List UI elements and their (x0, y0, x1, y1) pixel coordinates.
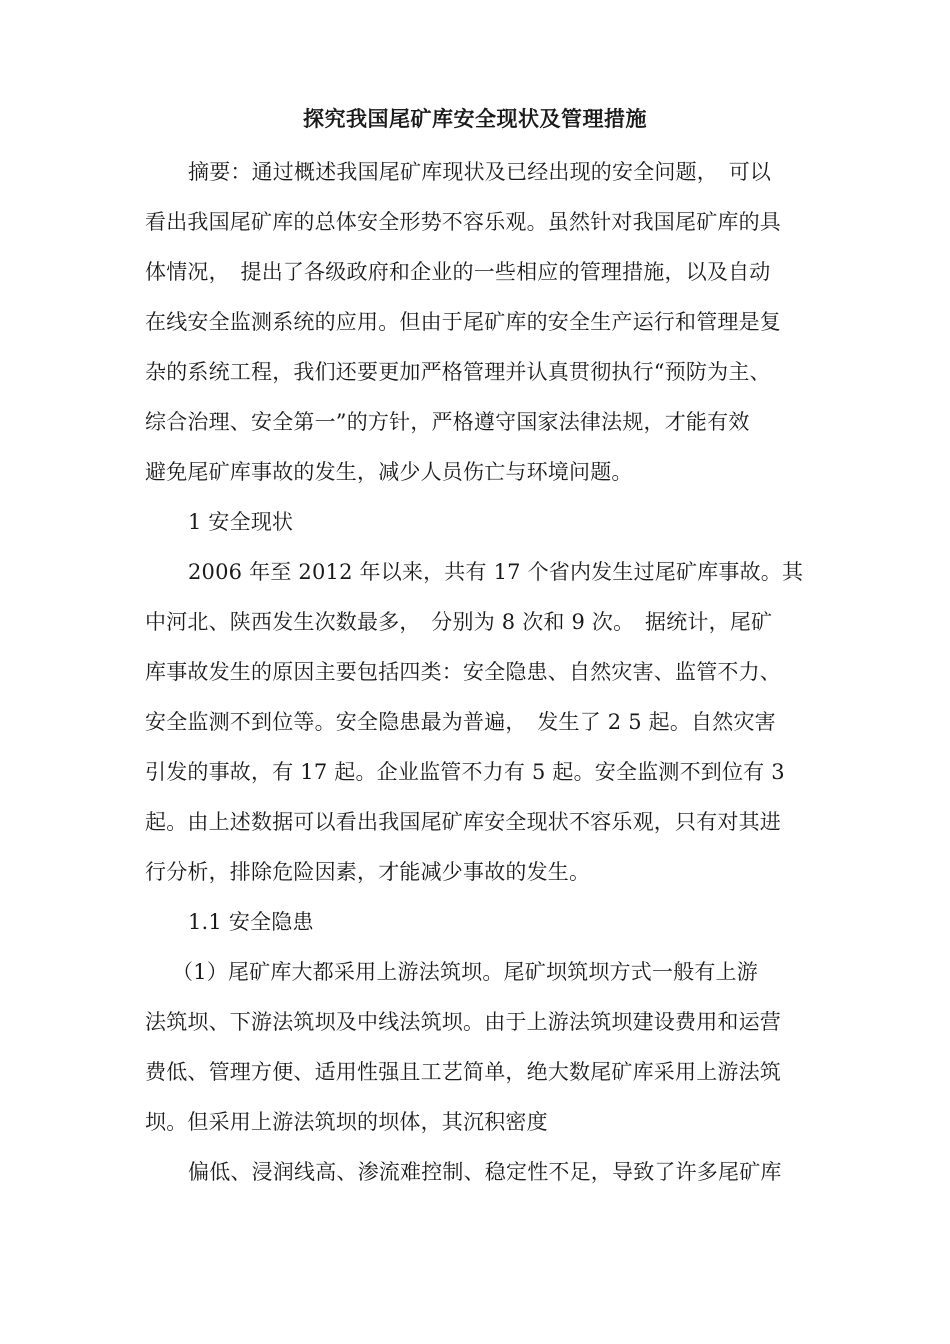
body-line-1: 2006 年至 2012 年以来，共有 17 个省内发生过尾矿库事故。其 (188, 560, 804, 584)
abstract-line-7: 避免尾矿库事故的发生，减少人员伤亡与环境问题。 (145, 460, 633, 484)
body-line-4: 安全监测不到位等。安全隐患最为普遍， 发生了 2 5 起。自然灾害 (145, 710, 776, 734)
abstract-line-2: 看出我国尾矿库的总体安全形势不容乐观。虽然针对我国尾矿库的具 (145, 210, 781, 234)
body-line-8: （1）尾矿库大都采用上游法筑坝。尾矿坝筑坝方式一般有上游 (172, 960, 758, 984)
body-line-3: 库事故发生的原因主要包括四类：安全隐患、自然灾害、监管不力、 (145, 660, 781, 684)
body-line-5: 引发的事故，有 17 起。企业监管不力有 5 起。安全监测不到位有 3 (145, 760, 785, 784)
abstract-line-6: 综合治理、安全第一”的方针，严格遵守国家法律法规，才能有效 (145, 410, 750, 434)
document-title: 探究我国尾矿库安全现状及管理措施 (303, 106, 647, 131)
body-line-9: 法筑坝、下游法筑坝及中线法筑坝。由于上游法筑坝建设费用和运营 (145, 1010, 781, 1034)
section-heading-1: 1 安全现状 (188, 510, 294, 534)
body-line-11: 坝。但采用上游法筑坝的坝体，其沉积密度 (145, 1110, 548, 1134)
body-line-10: 费低、管理方便、适用性强且工艺简单，绝大数尾矿库采用上游法筑 (145, 1060, 781, 1084)
abstract-line-4: 在线安全监测系统的应用。但由于尾矿库的安全生产运行和管理是复 (145, 310, 781, 334)
abstract-line-3: 体情况， 提出了各级政府和企业的一些相应的管理措施，以及自动 (145, 260, 771, 284)
body-line-6: 起。由上述数据可以看出我国尾矿库安全现状不容乐观，只有对其进 (145, 810, 781, 834)
section-heading-1-1: 1.1 安全隐患 (188, 910, 314, 934)
body-line-12: 偏低、浸润线高、渗流难控制、稳定性不足，导致了许多尾矿库 (188, 1160, 782, 1184)
abstract-line-5: 杂的系统工程，我们还要更加严格管理并认真贯彻执行“预防为主、 (145, 360, 771, 384)
abstract-line-1: 摘要：通过概述我国尾矿库现状及已经出现的安全问题， 可以 (188, 160, 772, 184)
body-line-2: 中河北、陕西发生次数最多， 分别为 8 次和 9 次。 据统计，尾矿 (145, 610, 773, 634)
body-line-7: 行分析，排除危险因素，才能减少事故的发生。 (145, 860, 591, 884)
